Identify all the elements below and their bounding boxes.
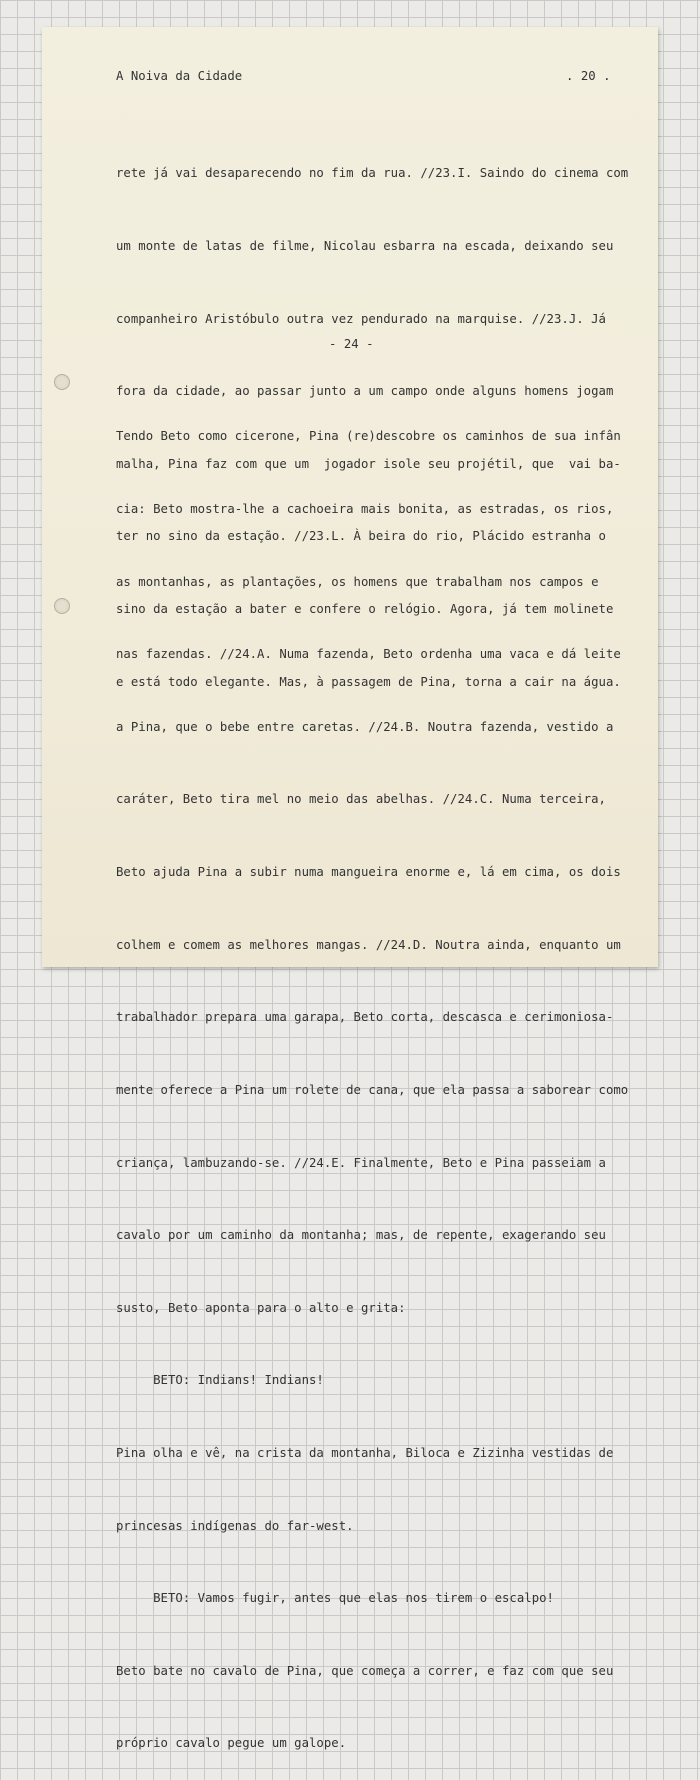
- text-line: Beto ajuda Pina a subir numa mangueira enorme e, lá em cima, os dois: [116, 865, 621, 880]
- text-line: próprio cavalo pegue um galope.: [116, 1736, 347, 1751]
- text-line: cia: Beto mostra-lhe a cachoeira mais bonita, as estradas, os rios,: [116, 502, 614, 517]
- text-line: trabalhador prepara uma garapa, Beto corta, descasca e cerimoniosa-: [116, 1010, 614, 1025]
- text-line: e está todo elegante. Mas, à passagem de Pina, torna a cair na água.: [116, 674, 621, 689]
- text-line: colhem e comem as melhores mangas. //24.D. Noutra ainda, enquanto um: [116, 937, 621, 952]
- dialogue-line: BETO: Indians! Indians!: [116, 1373, 324, 1388]
- text-line: nas fazendas. //24.A. Numa fazenda, Beto ordenha uma vaca e dá leite: [116, 647, 621, 662]
- text-line: fora da cidade, ao passar junto a um campo onde alguns homens jogam: [116, 384, 614, 399]
- text-line: malha, Pina faz com que um jogador isole seu projétil, que vai ba-: [116, 456, 621, 471]
- text-line: Pina olha e vê, na crista da montanha, Biloca e Zizinha vestidas de: [116, 1445, 614, 1460]
- text-line: companheiro Aristóbulo outra vez pendurado na marquise. //23.J. Já: [116, 311, 606, 326]
- text-line: Beto bate no cavalo de Pina, que começa a correr, e faz com que seu: [116, 1663, 614, 1678]
- page-number: . 20 .: [566, 69, 611, 83]
- text-line: mente oferece a Pina um rolete de cana, que ela passa a saborear como: [116, 1082, 629, 1097]
- section-24-text: [116, 376, 628, 1780]
- text-line: Tendo Beto como cicerone, Pina (re)descobre os caminhos de sua infân: [116, 429, 621, 444]
- punch-hole-bottom: [54, 598, 70, 614]
- punch-hole-top: [54, 374, 70, 390]
- dialogue-line: BETO: Vamos fugir, antes que elas nos tirem o escalpo!: [116, 1591, 554, 1606]
- document-title: A Noiva da Cidade: [116, 69, 243, 83]
- text-line: princesas indígenas do far-west.: [116, 1518, 354, 1533]
- text-line: criança, lambuzando-se. //24.E. Finalmente, Beto e Pina passeiam a: [116, 1155, 606, 1170]
- text-line: a Pina, que o bebe entre caretas. //24.B. Noutra fazenda, vestido a: [116, 719, 614, 734]
- text-line: caráter, Beto tira mel no meio das abelhas. //24.C. Numa terceira,: [116, 792, 606, 807]
- text-line: susto, Beto aponta para o alto e grita:: [116, 1300, 406, 1315]
- text-line: rete já vai desaparecendo no fim da rua. //23.I. Saindo do cinema com: [116, 166, 629, 181]
- section-number: - 24 -: [329, 337, 374, 351]
- text-line: sino da estação a bater e confere o relógio. Agora, já tem molinete: [116, 602, 614, 617]
- text-line: um monte de latas de filme, Nicolau esbarra na escada, deixando seu: [116, 239, 614, 254]
- text-line: ter no sino da estação. //23.L. À beira do rio, Plácido estranha o: [116, 529, 606, 544]
- text-line: as montanhas, as plantações, os homens que trabalham nos campos e: [116, 574, 599, 589]
- text-line: cavalo por um caminho da montanha; mas, de repente, exagerando seu: [116, 1228, 606, 1243]
